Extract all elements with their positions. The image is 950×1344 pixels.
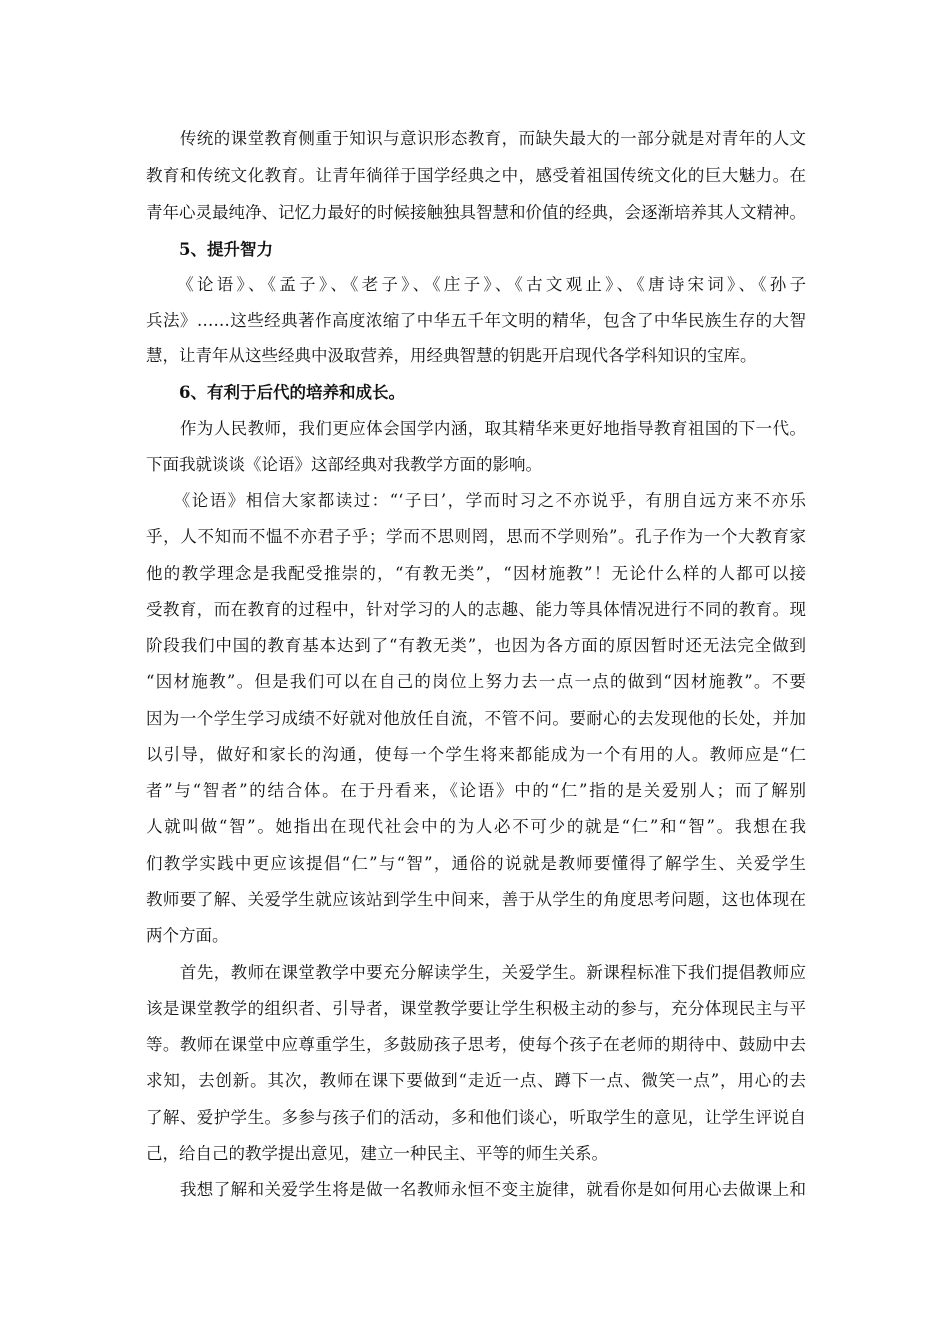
text-line: “因材施教”。但是我们可以在自己的岗位上努力去一点一点的做到“因材施教”。不要 <box>146 672 806 691</box>
text-line: 们教学实践中更应该提倡“仁”与“智”，通俗的说就是教师要懂得了解学生、关爱学生 <box>146 854 806 873</box>
text-line: 教师要了解、关爱学生就应该站到学生中间来，善于从学生的角度思考问题，这也体现在 <box>146 890 806 909</box>
text-line: 传统的课堂教育侧重于知识与意识形态教育，而缺失最大的一部分就是对青年的人文 <box>146 129 806 148</box>
text-line: 他的教学理念是我配受推崇的，“有教无类”，“因材施教”！无论什么样的人都可以接 <box>146 564 806 583</box>
text-line: 我想了解和关爱学生将是做一名教师永恒不变主旋律，就看你是如何用心去做课上和 <box>146 1180 806 1199</box>
text-line: 以引导，做好和家长的沟通，使每一个学生将来都能成为一个有用的人。教师应是“仁 <box>146 745 806 764</box>
text-line: 首先，教师在课堂教学中要充分解读学生，关爱学生。新课程标准下我们提倡教师应 <box>146 963 806 982</box>
section-heading: 5、提升智力 <box>146 240 273 259</box>
text-line: 阶段我们中国的教育基本达到了“有教无类”，也因为各方面的原因暂时还无法完全做到 <box>146 636 806 655</box>
text-line: 兵法》……这些经典著作高度浓缩了中华五千年文明的精华，包含了中华民族生存的大智 <box>146 311 806 330</box>
text-line: 乎，人不知而不愠不亦君子乎；学而不思则罔，思而不学则殆”。孔子作为一个大教育家 <box>146 527 806 546</box>
text-line: 等。教师在课堂中应尊重学生，多鼓励孩子思考，使每个孩子在老师的期待中、鼓励中去 <box>146 1035 806 1054</box>
text-line: 《论语》、《孟子》、《老子》、《庄子》、《古文观止》、《唐诗宋词》、《孙子 <box>146 275 806 294</box>
text-line: 青年心灵最纯净、记忆力最好的时候接触独具智慧和价值的经典，会逐渐培养其人文精神。 <box>146 203 806 222</box>
text-line: 受教育，而在教育的过程中，针对学习的人的志趣、能力等具体情况进行不同的教育。现 <box>146 600 806 619</box>
text-line: 下面我就谈谈《论语》这部经典对我教学方面的影响。 <box>146 455 542 474</box>
text-line: 作为人民教师，我们更应体会国学内涵，取其精华来更好地指导教育祖国的下一代。 <box>146 419 806 438</box>
text-line: 两个方面。 <box>146 926 229 945</box>
text-line: 己，给自己的教学提出意见，建立一种民主、平等的师生关系。 <box>146 1144 608 1163</box>
text-line: 人就叫做“智”。她指出在现代社会中的为人必不可少的就是“仁”和“智”。我想在我 <box>146 817 806 836</box>
text-line: 因为一个学生学习成绩不好就对他放任自流，不管不问。要耐心的去发现他的长处，并加 <box>146 709 806 728</box>
text-line: 该是课堂教学的组织者、引导者，课堂教学要让学生积极主动的参与，充分体现民主与平 <box>146 999 806 1018</box>
section-heading: 6、有利于后代的培养和成长。 <box>146 383 405 402</box>
text-line: 《论语》相信大家都读过：“‘子曰’，学而时习之不亦说乎，有朋自远方来不亦乐 <box>146 491 806 510</box>
text-line: 者”与“智者”的结合体。在于丹看来，《论语》中的“仁”指的是关爱别人；而了解别 <box>146 781 806 800</box>
text-line: 了解、爱护学生。多参与孩子们的活动，多和他们谈心，听取学生的意见，让学生评说自 <box>146 1108 806 1127</box>
text-line: 教育和传统文化教育。让青年徜徉于国学经典之中，感受着祖国传统文化的巨大魅力。在 <box>146 166 806 185</box>
text-line: 慧，让青年从这些经典中汲取营养，用经典智慧的钥匙开启现代各学科知识的宝库。 <box>146 346 757 365</box>
text-line: 求知，去创新。其次，教师在课下要做到“走近一点、蹲下一点、微笑一点”，用心的去 <box>146 1071 806 1090</box>
